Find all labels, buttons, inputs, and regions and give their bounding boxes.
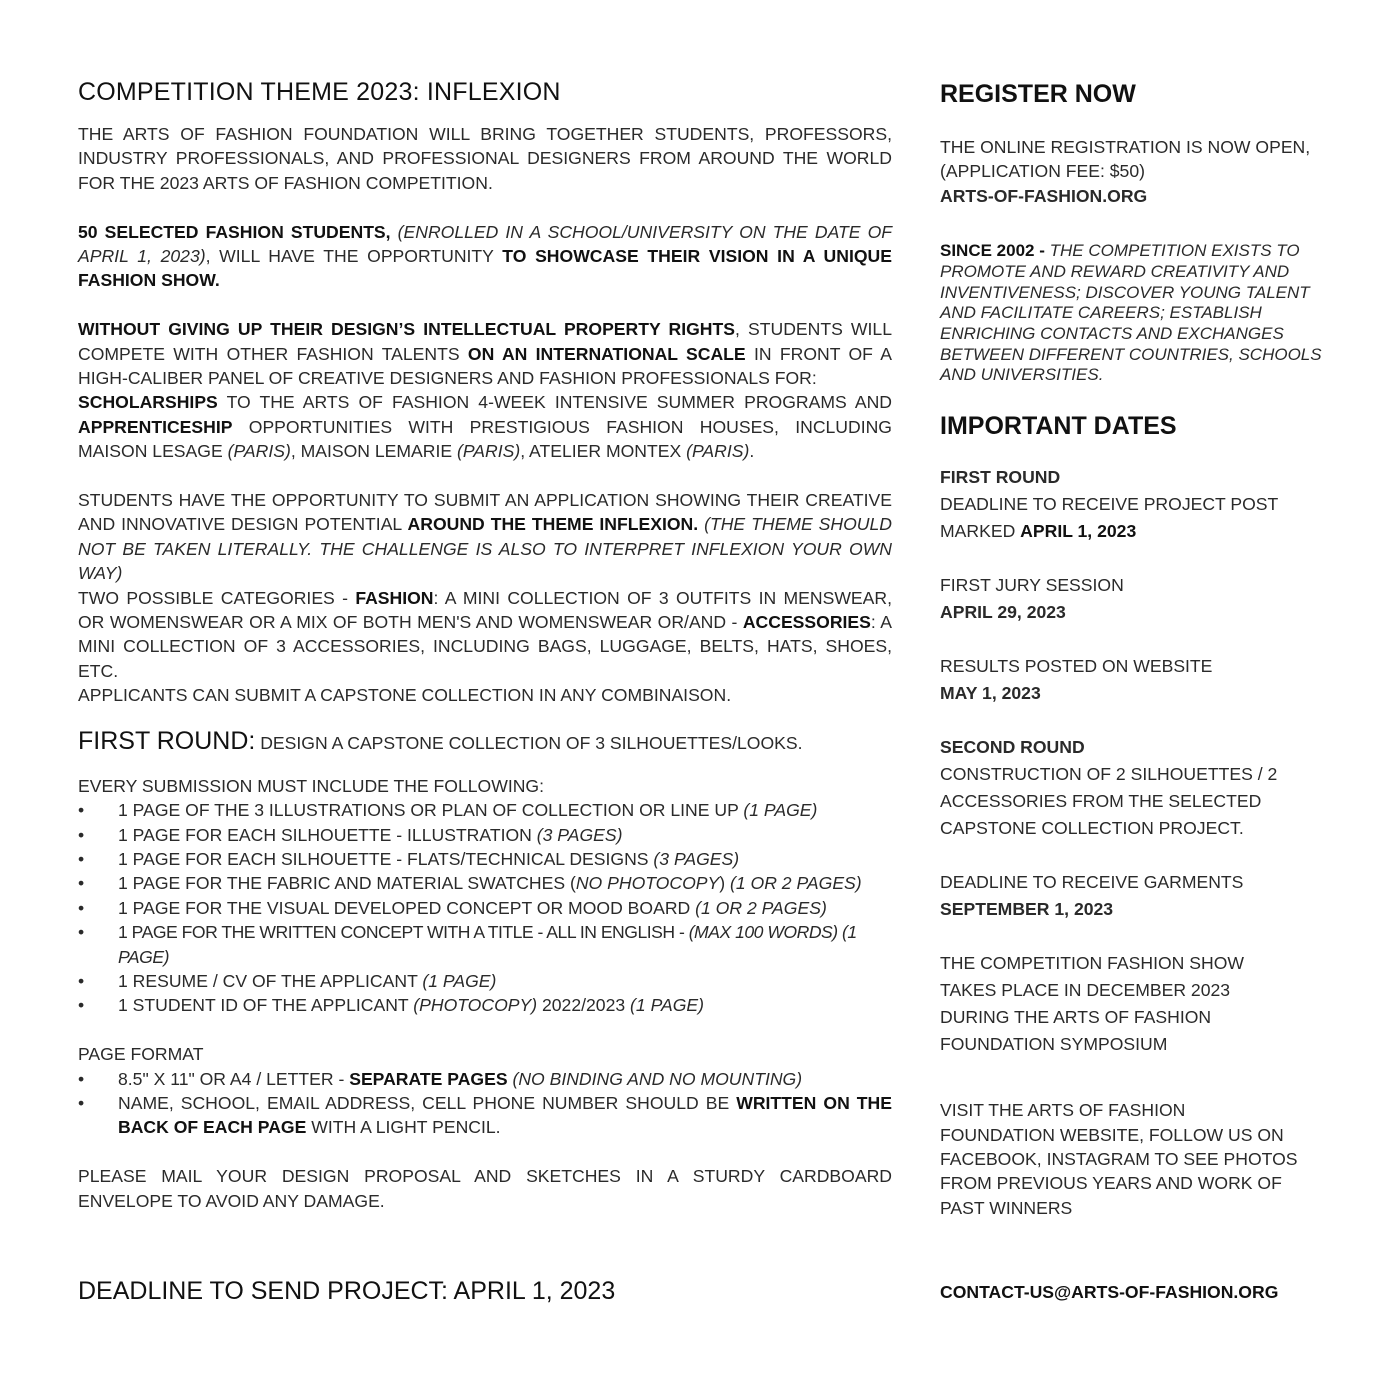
capstone-paragraph: APPLICANTS CAN SUBMIT A CAPSTONE COLLECTION IN ANY COMBINAISON. xyxy=(78,685,732,706)
item-note: (PHOTOCOPY) xyxy=(413,995,538,1016)
item-note: (1 OR 2 PAGES) xyxy=(695,897,827,918)
categories-text-2: : A MINI COLLECTION OF 3 OUTFITS IN MENSWEAR, OR WOMENSWEAR OR A MIX OF BOTH MEN'S AND WOMENSWEAR OR/AND - xyxy=(78,587,892,633)
submission-item xyxy=(78,871,892,895)
fashion-bold: FASHION xyxy=(355,587,434,608)
show-text: THE COMPETITION FASHION SHOW TAKES PLACE IN DECEMBER 2023 DURING THE ARTS OF FASHION FOUNDATION SYMPOSIUM xyxy=(940,953,1244,1055)
sidebar-column xyxy=(940,78,1340,1220)
first-round-text: DEADLINE TO RECEIVE PROJECT POST MARKED xyxy=(940,494,1278,542)
item-note: (MAX 100 WORDS) (1 PAGE) xyxy=(118,922,857,967)
garments-block xyxy=(940,869,1340,923)
paris-note-3: (PARIS) xyxy=(686,441,750,462)
page-format-heading: PAGE FORMAT xyxy=(78,1044,204,1065)
theme-text: STUDENTS HAVE THE OPPORTUNITY TO SUBMIT AN APPLICATION SHOWING THEIR CREATIVE AND INNOVATIVE DESIGN POTENTIAL xyxy=(78,490,892,535)
contact-email[interactable]: CONTACT-US@ARTS-OF-FASHION.ORG xyxy=(940,1282,1279,1302)
first-round-label: FIRST ROUND xyxy=(940,467,1061,488)
since-italic: THE COMPETITION EXISTS TO PROMOTE AND REWARD CREATIVITY AND INVENTIVENESS; DISCOVER YOUNG TALENT AND FACILITATE CAREERS; ESTABLISH ENRICHING CONTACTS AND EXCHANGES BETWEEN DIFFERENT COUNTRIES, SCHOOLS AND UNIVERSITIES. xyxy=(940,241,1322,385)
item-text: 1 PAGE FOR EACH SILHOUETTE - FLATS/TECHNICAL DESIGNS xyxy=(118,848,654,869)
item-note-2: (1 OR 2 PAGES) xyxy=(729,873,862,894)
item-text: 1 STUDENT ID OF THE APPLICANT xyxy=(118,995,414,1016)
theme-note: (THE THEME SHOULD NOT BE TAKEN LITERALLY. THE CHALLENGE IS ALSO TO INTERPRET INFLEXION YOUR OWN WAY) xyxy=(78,514,892,584)
register-link[interactable]: ARTS-OF-FASHION.ORG xyxy=(940,185,1148,206)
apprenticeship-bold: APPRENTICESHIP xyxy=(78,416,233,437)
showcase-bold: TO SHOWCASE THEIR VISION IN A UNIQUE FASHION SHOW. xyxy=(78,246,892,291)
main-column xyxy=(78,76,892,1213)
submission-item xyxy=(78,798,892,822)
item-text-2: 2022/2023 xyxy=(537,995,631,1016)
jury-label: FIRST JURY SESSION xyxy=(940,575,1124,596)
garments-label: DEADLINE TO RECEIVE GARMENTS xyxy=(940,872,1244,893)
categories-text-1: TWO POSSIBLE CATEGORIES - xyxy=(78,587,356,608)
item-note: NO PHOTOCOPY xyxy=(575,873,720,894)
results-date: MAY 1, 2023 xyxy=(940,683,1041,704)
jury-block xyxy=(940,572,1340,626)
scholarships-text-2: OPPORTUNITIES WITH PRESTIGIOUS FASHION HOUSES, INCLUDING MAISON LESAGE xyxy=(78,416,892,462)
rights-text-2: IN FRONT OF A HIGH-CALIBER PANEL OF CREATIVE DESIGNERS AND FASHION PROFESSIONALS FOR: xyxy=(78,343,892,389)
rights-paragraph xyxy=(78,317,892,390)
selected-students-bold: 50 SELECTED FASHION STUDENTS, xyxy=(78,221,391,242)
scholarships-text-5: . xyxy=(749,441,755,462)
categories-text-3: : A MINI COLLECTION OF 3 ACCESSORIES, INCLUDING BAGS, LUGGAGE, BELTS, HATS, SHOES, ETC. xyxy=(78,612,892,681)
scholarships-text-1: TO THE ARTS OF FASHION 4-WEEK INTENSIVE SUMMER PROGRAMS AND xyxy=(217,392,892,413)
scholarships-text-4: , ATELIER MONTEX xyxy=(520,441,687,462)
accessories-bold: ACCESSORIES xyxy=(742,612,871,633)
scholarships-text-3: , MAISON LEMARIE xyxy=(290,441,458,462)
item-text-2: ) xyxy=(719,873,730,894)
international-bold: ON AN INTERNATIONAL SCALE xyxy=(467,343,746,364)
submission-list xyxy=(78,798,892,1018)
results-label: RESULTS POSTED ON WEBSITE xyxy=(940,656,1213,677)
submission-item xyxy=(78,920,892,969)
item-text: 1 PAGE FOR THE VISUAL DEVELOPED CONCEPT OR MOOD BOARD xyxy=(118,897,696,918)
register-text: THE ONLINE REGISTRATION IS NOW OPEN, (APPLICATION FEE: $50) xyxy=(940,137,1311,182)
item-bold: SEPARATE PAGES xyxy=(349,1068,508,1089)
item-note: (3 PAGES) xyxy=(536,824,623,845)
page-format-item xyxy=(78,1067,892,1091)
first-round-line xyxy=(78,726,892,758)
register-title: REGISTER NOW xyxy=(940,80,1136,108)
item-note: (3 PAGES) xyxy=(653,848,740,869)
mail-paragraph: PLEASE MAIL YOUR DESIGN PROPOSAL AND SKETCHES IN A STURDY CARDBOARD ENVELOPE TO AVOID ANY DAMAGE. xyxy=(78,1166,892,1211)
paris-note-2: (PARIS) xyxy=(457,441,521,462)
visit-text: VISIT THE ARTS OF FASHION FOUNDATION WEBSITE, FOLLOW US ON FACEBOOK, INSTAGRAM TO SEE PHOTOS FROM PREVIOUS YEARS AND WORK OF PAST WINNERS xyxy=(940,1100,1298,1218)
submission-intro: EVERY SUBMISSION MUST INCLUDE THE FOLLOWING: xyxy=(78,775,545,796)
important-dates-title: IMPORTANT DATES xyxy=(940,412,1177,441)
item-note-2: (1 PAGE) xyxy=(630,995,705,1016)
scholarships-paragraph xyxy=(78,390,892,463)
selected-students-paragraph xyxy=(78,220,892,293)
first-round-block xyxy=(940,464,1340,545)
item-text: NAME, SCHOOL, EMAIL ADDRESS, CELL PHONE NUMBER SHOULD BE xyxy=(118,1092,737,1113)
page-format-item xyxy=(78,1091,892,1140)
second-round-block xyxy=(940,734,1340,842)
intro-paragraph: THE ARTS OF FASHION FOUNDATION WILL BRING TOGETHER STUDENTS, PROFESSORS, INDUSTRY PROFESSIONALS, AND PROFESSIONAL DESIGNERS FROM AROUND THE WORLD FOR THE 2023 ARTS OF FASHION COMPETITION. xyxy=(78,124,892,193)
page-format-list xyxy=(78,1067,892,1140)
paris-note-1: (PARIS) xyxy=(227,441,291,462)
first-round-text: DESIGN A CAPSTONE COLLECTION OF 3 SILHOUETTES/LOOKS. xyxy=(255,732,803,753)
first-round-date: APRIL 1, 2023 xyxy=(1020,521,1137,542)
submission-item xyxy=(78,847,892,871)
competition-title: COMPETITION THEME 2023: INFLEXION xyxy=(78,78,561,106)
garments-date: SEPTEMBER 1, 2023 xyxy=(940,899,1114,920)
since-paragraph xyxy=(940,241,1340,386)
item-note: (1 PAGE) xyxy=(422,970,497,991)
item-text: 8.5" X 11" OR A4 / LETTER - xyxy=(118,1068,350,1089)
second-round-text: CONSTRUCTION OF 2 SILHOUETTES / 2 ACCESSORIES FROM THE SELECTED CAPSTONE COLLECTION PROJECT. xyxy=(940,764,1278,839)
submission-item xyxy=(78,993,892,1017)
scholarships-bold: SCHOLARSHIPS xyxy=(78,392,218,413)
item-bold: WRITTEN ON THE BACK OF EACH PAGE xyxy=(118,1092,892,1138)
submission-item xyxy=(78,896,892,920)
item-text: 1 PAGE FOR THE WRITTEN CONCEPT WITH A TITLE - ALL IN ENGLISH - xyxy=(118,922,689,943)
item-note: (NO BINDING AND NO MOUNTING) xyxy=(507,1068,803,1089)
rights-text-1: , STUDENTS WILL COMPETE WITH OTHER FASHION TALENTS xyxy=(78,319,892,364)
rights-bold: WITHOUT GIVING UP THEIR DESIGN’S INTELLECTUAL PROPERTY RIGHTS xyxy=(78,319,735,340)
enrolled-note: (ENROLLED IN A SCHOOL/UNIVERSITY ON THE DATE OF APRIL 1, 2023) xyxy=(78,221,893,267)
jury-date: APRIL 29, 2023 xyxy=(940,602,1066,623)
results-block xyxy=(940,653,1340,707)
since-bold: SINCE 2002 - xyxy=(940,241,1045,261)
second-round-label: SECOND ROUND xyxy=(940,737,1085,758)
item-text: 1 PAGE OF THE 3 ILLUSTRATIONS OR PLAN OF COLLECTION OR LINE UP xyxy=(118,800,744,821)
first-round-desc xyxy=(940,491,1340,545)
item-text: 1 PAGE FOR EACH SILHOUETTE - ILLUSTRATION xyxy=(118,824,537,845)
theme-paragraph xyxy=(78,488,892,586)
item-note: (1 PAGE) xyxy=(743,800,818,821)
submission-item xyxy=(78,969,892,993)
item-text-2: WITH A LIGHT PENCIL. xyxy=(306,1117,501,1138)
deadline-heading: DEADLINE TO SEND PROJECT: APRIL 1, 2023 xyxy=(78,1277,616,1305)
item-text: 1 RESUME / CV OF THE APPLICANT xyxy=(118,970,423,991)
opportunity-text: , WILL HAVE THE OPPORTUNITY xyxy=(205,246,503,267)
item-text: 1 PAGE FOR THE FABRIC AND MATERIAL SWATCHES ( xyxy=(118,873,576,894)
first-round-heading: FIRST ROUND: xyxy=(78,726,256,755)
categories-paragraph xyxy=(78,586,892,684)
theme-bold: AROUND THE THEME INFLEXION. xyxy=(407,514,699,535)
submission-item xyxy=(78,823,892,847)
